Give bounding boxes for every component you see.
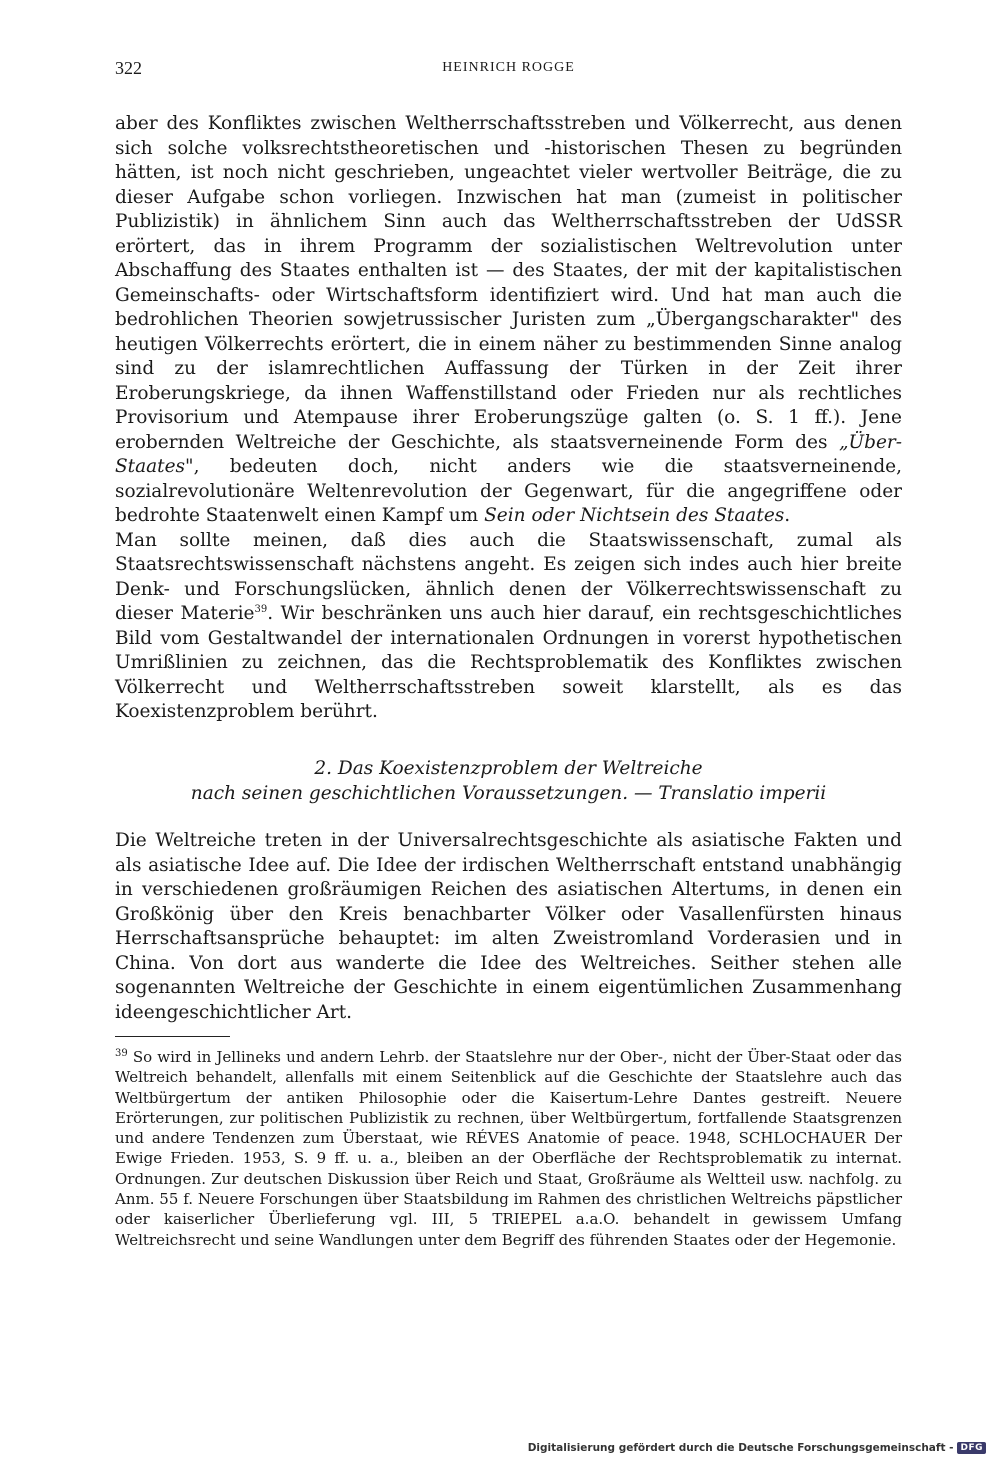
footer-text: Digitalisierung gefördert durch die Deutsche Forschungsgemeinschaft - [527, 1442, 954, 1454]
footnote [115, 1047, 902, 1250]
para1-text-a: aber des Konfliktes zwischen Weltherrschaftsstreben und Völkerrecht, aus denen sich solche volksrechtstheoretischen und -historischen Thesen zu begründen hätten, ist noch nicht geschrieben, ungeachtet vieler wertvoller Beiträge, die zu dieser Aufgabe schon vorliegen. Inzwischen hat man (zumeist in politischer Publizistik) in ähnlichem Sinn auch das Weltherrschaftsstreben der UdSSR erörtert, das in ihrem Programm der sozialistischen Weltrevolution unter Abschaffung des Staates enthalten ist — des Staates, der mit der kapitalistischen Gemeinschafts- oder Wirtschaftsform identifiziert wird. Und hat man auch die bedrohlichen Theorien sowjetrussischer Juristen zum „Übergangscharakter" des heutigen Völkerrechts erörtert, die in einem näher zu bestimmenden Sinne analog sind zu der islamrechtlichen Auffassung der Türken in der Zeit ihrer Eroberungskriege, da ihnen Waffenstillstand oder Frieden nur als rechtliches Provisorium und Atempause ihrer Eroberungszüge galten (o. S. 1 ff.). Jene erobernden Weltreiche der Geschichte, als staatsverneinende Form des [115, 113, 902, 453]
footnote-marker: 39 [115, 1048, 128, 1059]
paragraph-1 [115, 112, 902, 529]
footnote-divider [115, 1036, 230, 1037]
page-number: 322 [115, 58, 142, 78]
para1-text-b: , bedeuten doch, nicht anders wie die staatsverneinende, sozialrevolutionäre Weltenrevolution der Gegenwart, für die angegriffene oder bedrohte Staatenwelt einen Kampf um [115, 456, 902, 526]
footnote-text: So wird in Jellineks und andern Lehrb. der Staatslehre nur der Ober-, nicht der Über-Staat oder das Weltreich behandelt, allenfalls mit einem Seitenblick auf die Geschichte der Staatslehre auch das Weltbürgertum der antiken Philosophie oder die Kaisertum-Lehre Dantes gestreift. Neuere Erörterungen, zur politischen Publizistik zu rechnen, über Weltbürgertum, fortfallende Staatsgrenzen und andere Tendenzen zum Überstaat, wie RÉVES Anatomie of peace. 1948, SCHLOCHAUER Der Ewige Frieden. 1953, S. 9 ff. u. a., bleiben an der Oberfläche der Rechtsproblematik zu internat. Ordnungen. Zur deutschen Diskussion über Reich und Staat, Großräume als Weltteil usw. nachfolg. zu Anm. 55 f. Neuere Forschungen über Staatsbildung im Rahmen des christlichen Weltreichs päpstlicher oder kaiserlicher Überlieferung vgl. III, 5 TRIEPEL a.a.O. behandelt in gewissem Umfang Weltreichsrecht und seine Wandlungen unter dem Begriff des führenden Staates oder der Hegemonie. [115, 1048, 902, 1249]
para2-text-a: Man sollte meinen, daß dies auch die Staatswissenschaft, zumal als Staatsrechtswissenschaft nächstens angeht. Es zeigen sich indes auch hier breite Denk- und Forschungslücken, ähnlich denen der Völkerrechtswissenschaft zu dieser Materie [115, 529, 902, 624]
main-text [115, 112, 902, 725]
para2-text-b: . Wir beschränken uns auch hier darauf, ein rechtsgeschichtliches Bild vom Gestaltwandel der internationalen Ordnungen in vorerst hypothetischen Umrißlinien zu zeichnen, das die Rechtsproblematik des Konfliktes zwischen Völkerrecht und Weltherrschaftsstreben soweit klarstellt, als es das Koexistenzproblem berührt. [115, 603, 902, 722]
page-header [115, 58, 902, 84]
para1-italic-a: „Über-Staates" [115, 431, 902, 477]
footnote-ref[interactable]: 39 [254, 603, 268, 615]
section-heading-line1: 2. Das Koexistenzproblem der Weltreiche [314, 758, 703, 779]
section-heading [115, 757, 902, 806]
paragraph-3: Die Weltreiche treten in der Universalrechtsgeschichte als asiatische Fakten und als asiatische Idee auf. Die Idee der irdischen Weltherrschaft entstand unabhängig in verschiedenen großräumigen Reichen des asiatischen Altertums, in denen ein Großkönig über den Kreis benachbarter Völker oder Vasallenfürsten hinaus Herrschaftsansprüche behauptet: im alten Zweistromland Vorderasien und in China. Von dort aus wanderte die Idee des Weltreiches. Seither stehen alle sogenannten Weltreiche der Geschichte in einem eigentümlichen Zusammenhang ideengeschichtlicher Art. [115, 830, 902, 1023]
running-head: HEINRICH ROGGE [442, 60, 575, 75]
section-heading-line2: nach seinen geschichtlichen Voraussetzungen. — Translatio imperii [190, 782, 827, 804]
paragraph-2 [115, 529, 902, 725]
digitization-footer [528, 1442, 986, 1454]
para1-italic-b: Sein oder Nichtsein des Staates [484, 505, 785, 526]
dfg-logo: DFG [957, 1442, 986, 1454]
para1-text-c: . [784, 505, 791, 526]
